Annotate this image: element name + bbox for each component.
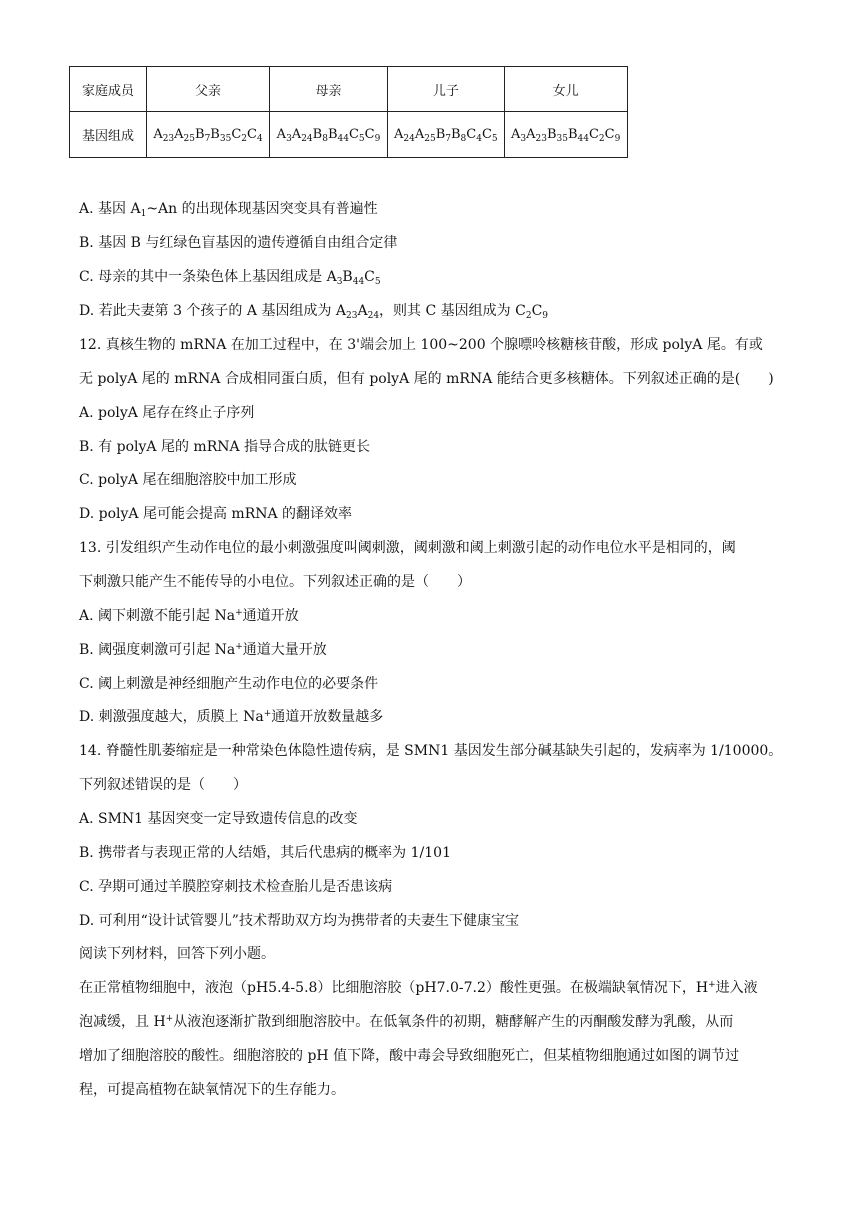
q14-stem-line-2: 下列叙述错误的是（ ） [79, 777, 247, 793]
q12-option-b: B. 有 polyA 尾的 mRNA 指导合成的肽链更长 [79, 439, 371, 455]
reading-paragraph-line-2: 泡减缓，且 H+从液泡逐渐扩散到细胞溶胶中。在低氧条件的初期，糖酵解产生的丙酮酸发酵为乳酸，从而 [79, 1014, 734, 1030]
table-header-cell: 女儿 [504, 67, 627, 112]
q12-option-c: C. polyA 尾在细胞溶胶中加工形成 [79, 472, 297, 488]
q13-stem-line-1: 13. 引发组织产生动作电位的最小刺激强度叫阈刺激，阈刺激和阈上刺激引起的动作电位水平是相同的，阈 [79, 540, 736, 556]
table-row [70, 112, 628, 158]
table-cell-son: $A_{24}A_{25}B_7B_8C_4C_5$ [388, 112, 505, 158]
q14-option-c: C. 孕期可通过羊膜腔穿刺技术检查胎儿是否患该病 [79, 879, 393, 895]
q12-stem-line-2: 无 polyA 尾的 mRNA 合成相同蛋白质，但有 polyA 尾的 mRNA 能结合更多核糖体。下列叙述正确的是( ) [79, 371, 774, 387]
table-cell-father: $A_{23}A_{25}B_7B_{35}C_2C_4$ [147, 112, 270, 158]
reading-paragraph-line-4: 程，可提高植物在缺氧情况下的生存能力。 [79, 1082, 345, 1098]
q14-option-d: D. 可利用“设计试管婴儿”技术帮助双方均为携带者的夫妻生下健康宝宝 [79, 913, 519, 929]
q11-option-c: C. 母亲的其中一条染色体上基因组成是 $A_3B_{44}C_5$ [79, 269, 381, 287]
table-header-row [70, 67, 628, 112]
table-header-cell: 父亲 [147, 67, 270, 112]
q13-option-a: A. 阈下刺激不能引起 Na+通道开放 [79, 608, 299, 624]
q13-option-d: D. 刺激强度越大，质膜上 Na+通道开放数量越多 [79, 709, 384, 725]
reading-intro: 阅读下列材料，回答下列小题。 [79, 946, 275, 962]
reading-paragraph-line-3: 增加了细胞溶胶的酸性。细胞溶胶的 pH 值下降，酸中毒会导致细胞死亡，但某植物细胞通过如图的调节过 [79, 1048, 740, 1064]
q13-stem-line-2: 下刺激只能产生不能传导的小电位。下列叙述正确的是（ ） [79, 574, 471, 590]
table-cell-daughter: $A_3A_{23}B_{35}B_{44}C_2C_9$ [504, 112, 627, 158]
genotype-table [69, 66, 628, 158]
reading-paragraph-line-1: 在正常植物细胞中，液泡（pH5.4-5.8）比细胞溶胶（pH7.0-7.2）酸性更强。在极端缺氧情况下，H+进入液 [79, 980, 758, 996]
q12-option-d: D. polyA 尾可能会提高 mRNA 的翻译效率 [79, 506, 353, 522]
q14-option-a: A. SMN1 基因突变一定导致遗传信息的改变 [79, 811, 358, 827]
q11-option-b: B. 基因 B 与红绿色盲基因的遗传遵循自由组合定律 [79, 235, 398, 251]
q14-option-b: B. 携带者与表现正常的人结婚，其后代患病的概率为 1/101 [79, 845, 451, 861]
table-header-cell: 家庭成员 [70, 67, 147, 112]
q14-stem-line-1: 14. 脊髓性肌萎缩症是一种常染色体隐性遗传病，是 SMN1 基因发生部分碱基缺失引起的，发病率为 1/10000。 [79, 743, 783, 759]
q11-option-a: A. 基因 $A_1\sim An$ 的出现体现基因突变具有普遍性 [79, 201, 378, 219]
table-row-label: 基因组成 [70, 112, 147, 158]
q13-option-c: C. 阈上刺激是神经细胞产生动作电位的必要条件 [79, 676, 379, 692]
q12-option-a: A. polyA 尾存在终止子序列 [79, 405, 255, 421]
table-header-cell: 母亲 [270, 67, 388, 112]
q13-option-b: B. 阈强度刺激可引起 Na+通道大量开放 [79, 642, 327, 658]
q12-stem-line-1: 12. 真核生物的 mRNA 在加工过程中，在 3'端会加上 100~200 个腺嘌呤核糖核苷酸，形成 polyA 尾。有或 [79, 337, 763, 353]
q11-option-d: D. 若此夫妻第 3 个孩子的 A 基因组成为 $A_{23}A_{24}$，则其 C 基因组成为 $C_2C_9$ [79, 303, 549, 321]
table-header-cell: 儿子 [388, 67, 505, 112]
table-cell-mother: $A_3A_{24}B_8B_{44}C_5C_9$ [270, 112, 388, 158]
